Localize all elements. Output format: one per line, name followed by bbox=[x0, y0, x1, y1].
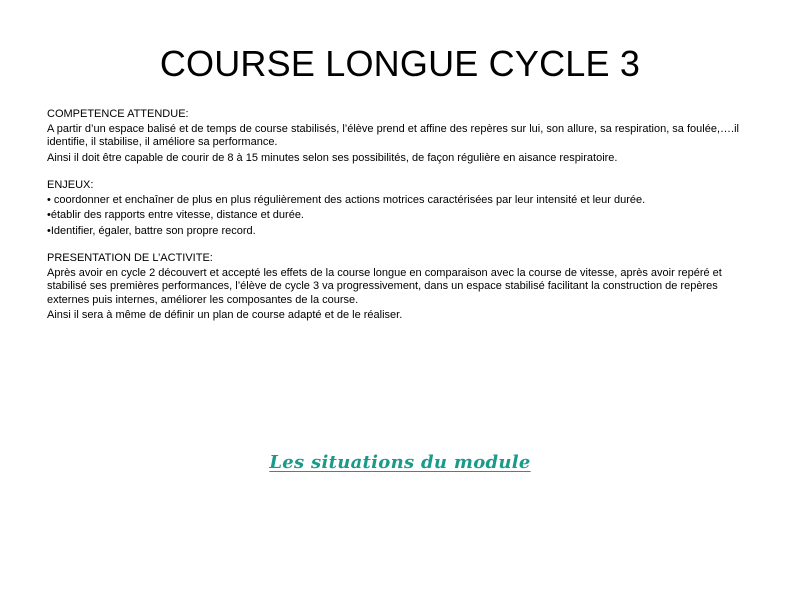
section-competence bbox=[47, 108, 747, 165]
module-situations-link[interactable]: Les situations du module bbox=[269, 452, 531, 473]
section-enjeux bbox=[47, 179, 747, 238]
link-container bbox=[0, 452, 800, 473]
paragraph: Après avoir en cycle 2 découvert et accepté les effets de la course longue en comparaison avec la course de vitesse, après avoir repéré et stabilisé ses premières performances, l’élève de cycle 3 va progressivement, dans un espace stabilisé facilitant la construction de repères externes puis internes, améliorer les composantes de la course. bbox=[47, 266, 722, 306]
paragraph: Ainsi il doit être capable de courir de 8 à 15 minutes selon ses possibilités, de façon régulière en aisance respiratoire. bbox=[47, 151, 618, 164]
section-heading: COMPETENCE ATTENDUE: bbox=[47, 108, 189, 120]
page-title: COURSE LONGUE CYCLE 3 bbox=[159, 43, 641, 84]
section-heading: ENJEUX: bbox=[47, 179, 94, 191]
paragraph: A partir d’un espace balisé et de temps de course stabilisés, l’élève prend et affine des repères sur lui, son allure, sa respiration, sa foulée,….il identifie, il stabilise, il améliore sa performance. bbox=[47, 122, 739, 148]
paragraph: Ainsi il sera à même de définir un plan de course adapté et de le réaliser. bbox=[47, 309, 403, 321]
section-heading: PRESENTATION DE L’ACTIVITE: bbox=[47, 252, 213, 264]
paragraph: • coordonner et enchaîner de plus en plus régulièrement des actions motrices caractérisées par leur intensité et leur durée. bbox=[47, 193, 646, 206]
section-presentation bbox=[47, 252, 747, 323]
paragraph: •établir des rapports entre vitesse, distance et durée. bbox=[47, 209, 304, 221]
slide-content bbox=[47, 108, 747, 337]
paragraph: •Identifier, égaler, battre son propre record. bbox=[47, 224, 256, 237]
